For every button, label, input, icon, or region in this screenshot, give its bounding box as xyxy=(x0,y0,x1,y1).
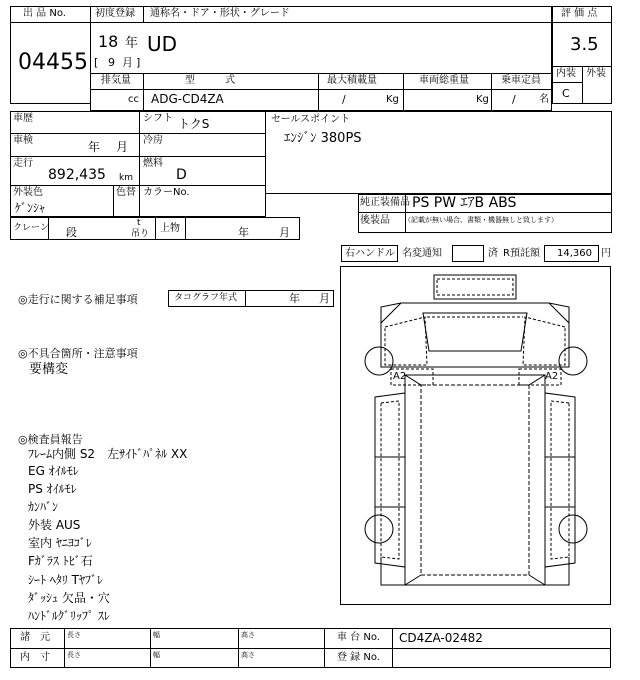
defects-title: ◎不具合箇所・注意事項 xyxy=(18,347,138,360)
mileage-unit: km xyxy=(119,173,133,183)
inspector-report-title: ◎検査員報告 xyxy=(18,433,83,446)
inspector-line: ﾌﾚｰﾑ内側 S2 左ｻｲﾄﾞﾊﾟﾈﾙ XX xyxy=(28,447,188,461)
equipment-label: 純正装備品 xyxy=(360,197,410,208)
vehicle-info-left xyxy=(10,111,266,217)
registration-no-label: 登 録 No. xyxy=(337,652,380,663)
interior-length-label: 長さ xyxy=(67,651,81,659)
registration-month: 9 xyxy=(108,56,115,69)
interior-grade: C xyxy=(562,87,570,100)
shift-label: シフト xyxy=(143,113,173,124)
model-code-label: 型 式 xyxy=(185,75,235,86)
registration-year: 18 xyxy=(98,32,119,51)
inspector-line: PS ｵｲﾙﾓﾚ xyxy=(28,482,77,496)
recycle-unit: 円 xyxy=(601,248,611,259)
inspector-line: EG ｵｲﾙﾓﾚ xyxy=(28,464,79,478)
model-code: ADG-CD4ZA xyxy=(151,92,224,106)
aftermarket-label: 後装品 xyxy=(360,215,390,226)
color-code-label: カラーNo. xyxy=(143,187,190,198)
truck-diagram-drawing xyxy=(341,267,610,604)
registration-month-bracket-open: [ xyxy=(94,56,99,69)
interior-dims-label: 内 寸 xyxy=(20,652,50,663)
fuel-value: D xyxy=(176,167,187,183)
equipment-value: PS PW ｴｱB ABS xyxy=(412,195,517,211)
fuel-label: 燃料 xyxy=(143,158,163,169)
max-load-label: 最大積載量 xyxy=(327,75,377,86)
registration-month-bracket-close: ] xyxy=(136,56,141,69)
lot-number: 04455 xyxy=(18,50,88,75)
dims-width-label: 幅 xyxy=(153,631,160,639)
chassis-label: 車 台 No. xyxy=(337,632,380,643)
recycle-deposit-label: R預託額 xyxy=(503,248,540,259)
color-label: 外装色 xyxy=(13,187,43,198)
dims-height-label: 高さ xyxy=(241,631,255,639)
displacement-unit: cc xyxy=(128,94,139,105)
name-notice-label: 名変通知 xyxy=(402,248,442,259)
score-value: 3.5 xyxy=(570,34,599,55)
name-notice-checkbox xyxy=(452,245,484,262)
max-load-slash: / xyxy=(342,93,346,106)
interior-grade-label: 内装 xyxy=(556,68,576,79)
inspection-year-unit: 年 xyxy=(88,140,101,154)
inspection-label: 車検 xyxy=(13,135,33,146)
tachograph-label: タコグラフ年式 xyxy=(174,293,238,303)
tachograph-month-unit: 月 xyxy=(319,292,330,305)
inspector-line: ﾊﾝﾄﾞﾙｸﾞﾘｯﾌﾟ ｽﾚ xyxy=(28,609,110,623)
damage-mark-left: A2 xyxy=(393,371,407,382)
interior-height-label: 高さ xyxy=(241,651,255,659)
interior-width-label: 幅 xyxy=(153,651,160,659)
color-change-label: 色替 xyxy=(116,187,136,198)
driving-notes-title: ◎走行に関する補足事項 xyxy=(18,293,138,306)
aftermarket-note: （記載が無い場合、書類・機器無しと致します） xyxy=(404,216,558,224)
dims-length-label: 長さ xyxy=(67,631,81,639)
first-registration-label: 初度登録 xyxy=(95,8,135,19)
recycle-amount: 14,360 xyxy=(557,248,592,259)
color-value: ｹﾞﾝｼｬ xyxy=(15,201,46,215)
displacement-label: 排気量 xyxy=(101,75,131,86)
mileage: 892,435 xyxy=(48,167,106,183)
crane-label: クレーン xyxy=(13,223,49,233)
capacity-slash: / xyxy=(512,93,516,106)
defect-text: 要構変 xyxy=(29,362,69,377)
inspector-line: Fｶﾞﾗｽ ﾄﾋﾞ石 xyxy=(28,554,93,568)
sales-point-value: ｴﾝｼﾞﾝ 380PS xyxy=(284,131,362,146)
crane-hook-label: 吊り xyxy=(131,229,150,239)
registration-year-unit: 年 xyxy=(125,36,139,51)
shift-value: トクS xyxy=(178,117,210,131)
sales-point-label: セールスポイント xyxy=(271,114,351,125)
max-load-unit: Kg xyxy=(386,94,399,105)
chassis-number: CD4ZA-02482 xyxy=(399,631,483,645)
history-label: 車歴 xyxy=(13,113,33,124)
ac-label: 冷房 xyxy=(143,135,163,146)
registration-month-unit: 月 xyxy=(122,56,133,69)
crane-step-label: 段 xyxy=(66,226,77,239)
damage-mark-right: A2 xyxy=(545,371,559,382)
lift-year-unit: 年 xyxy=(238,226,249,239)
inspector-line: 室内 ﾔﾆﾖｺﾞﾚ xyxy=(28,536,92,550)
model-name-label: 通称名・ドア・形状・グレード xyxy=(150,8,290,19)
capacity-unit: 名 xyxy=(539,94,549,105)
dims-label: 諸 元 xyxy=(20,632,50,643)
right-hand-label: 右ハンドル xyxy=(345,248,395,259)
model-name: UD xyxy=(147,32,178,56)
exterior-grade-label: 外装 xyxy=(586,68,606,79)
lift-month-unit: 月 xyxy=(279,226,290,239)
lot-number-label: 出 品 No. xyxy=(23,8,66,19)
crane-t-label: t xyxy=(137,218,141,228)
inspector-line: ｼｰﾄ ﾍﾀﾘ Tﾔﾌﾞﾚ xyxy=(28,573,103,587)
truck-diagram xyxy=(340,266,611,605)
capacity-label: 乗車定員 xyxy=(501,75,541,86)
gross-weight-label: 車両総重量 xyxy=(419,75,469,86)
mileage-label: 走行 xyxy=(13,158,33,169)
inspector-line: ｶﾝﾊﾞﾝ xyxy=(28,500,59,514)
gross-weight-unit: Kg xyxy=(476,94,489,105)
tachograph-year-unit: 年 xyxy=(289,292,300,305)
inspection-month-unit: 月 xyxy=(116,140,129,154)
recycle-label: 済 xyxy=(488,248,498,259)
inspector-line: 外装 AUS xyxy=(28,518,81,532)
lift-label: 上物 xyxy=(160,223,180,234)
score-label: 評 価 点 xyxy=(561,8,598,19)
inspector-line: ﾀﾞｯｼｭ 欠品・穴 xyxy=(28,591,110,605)
